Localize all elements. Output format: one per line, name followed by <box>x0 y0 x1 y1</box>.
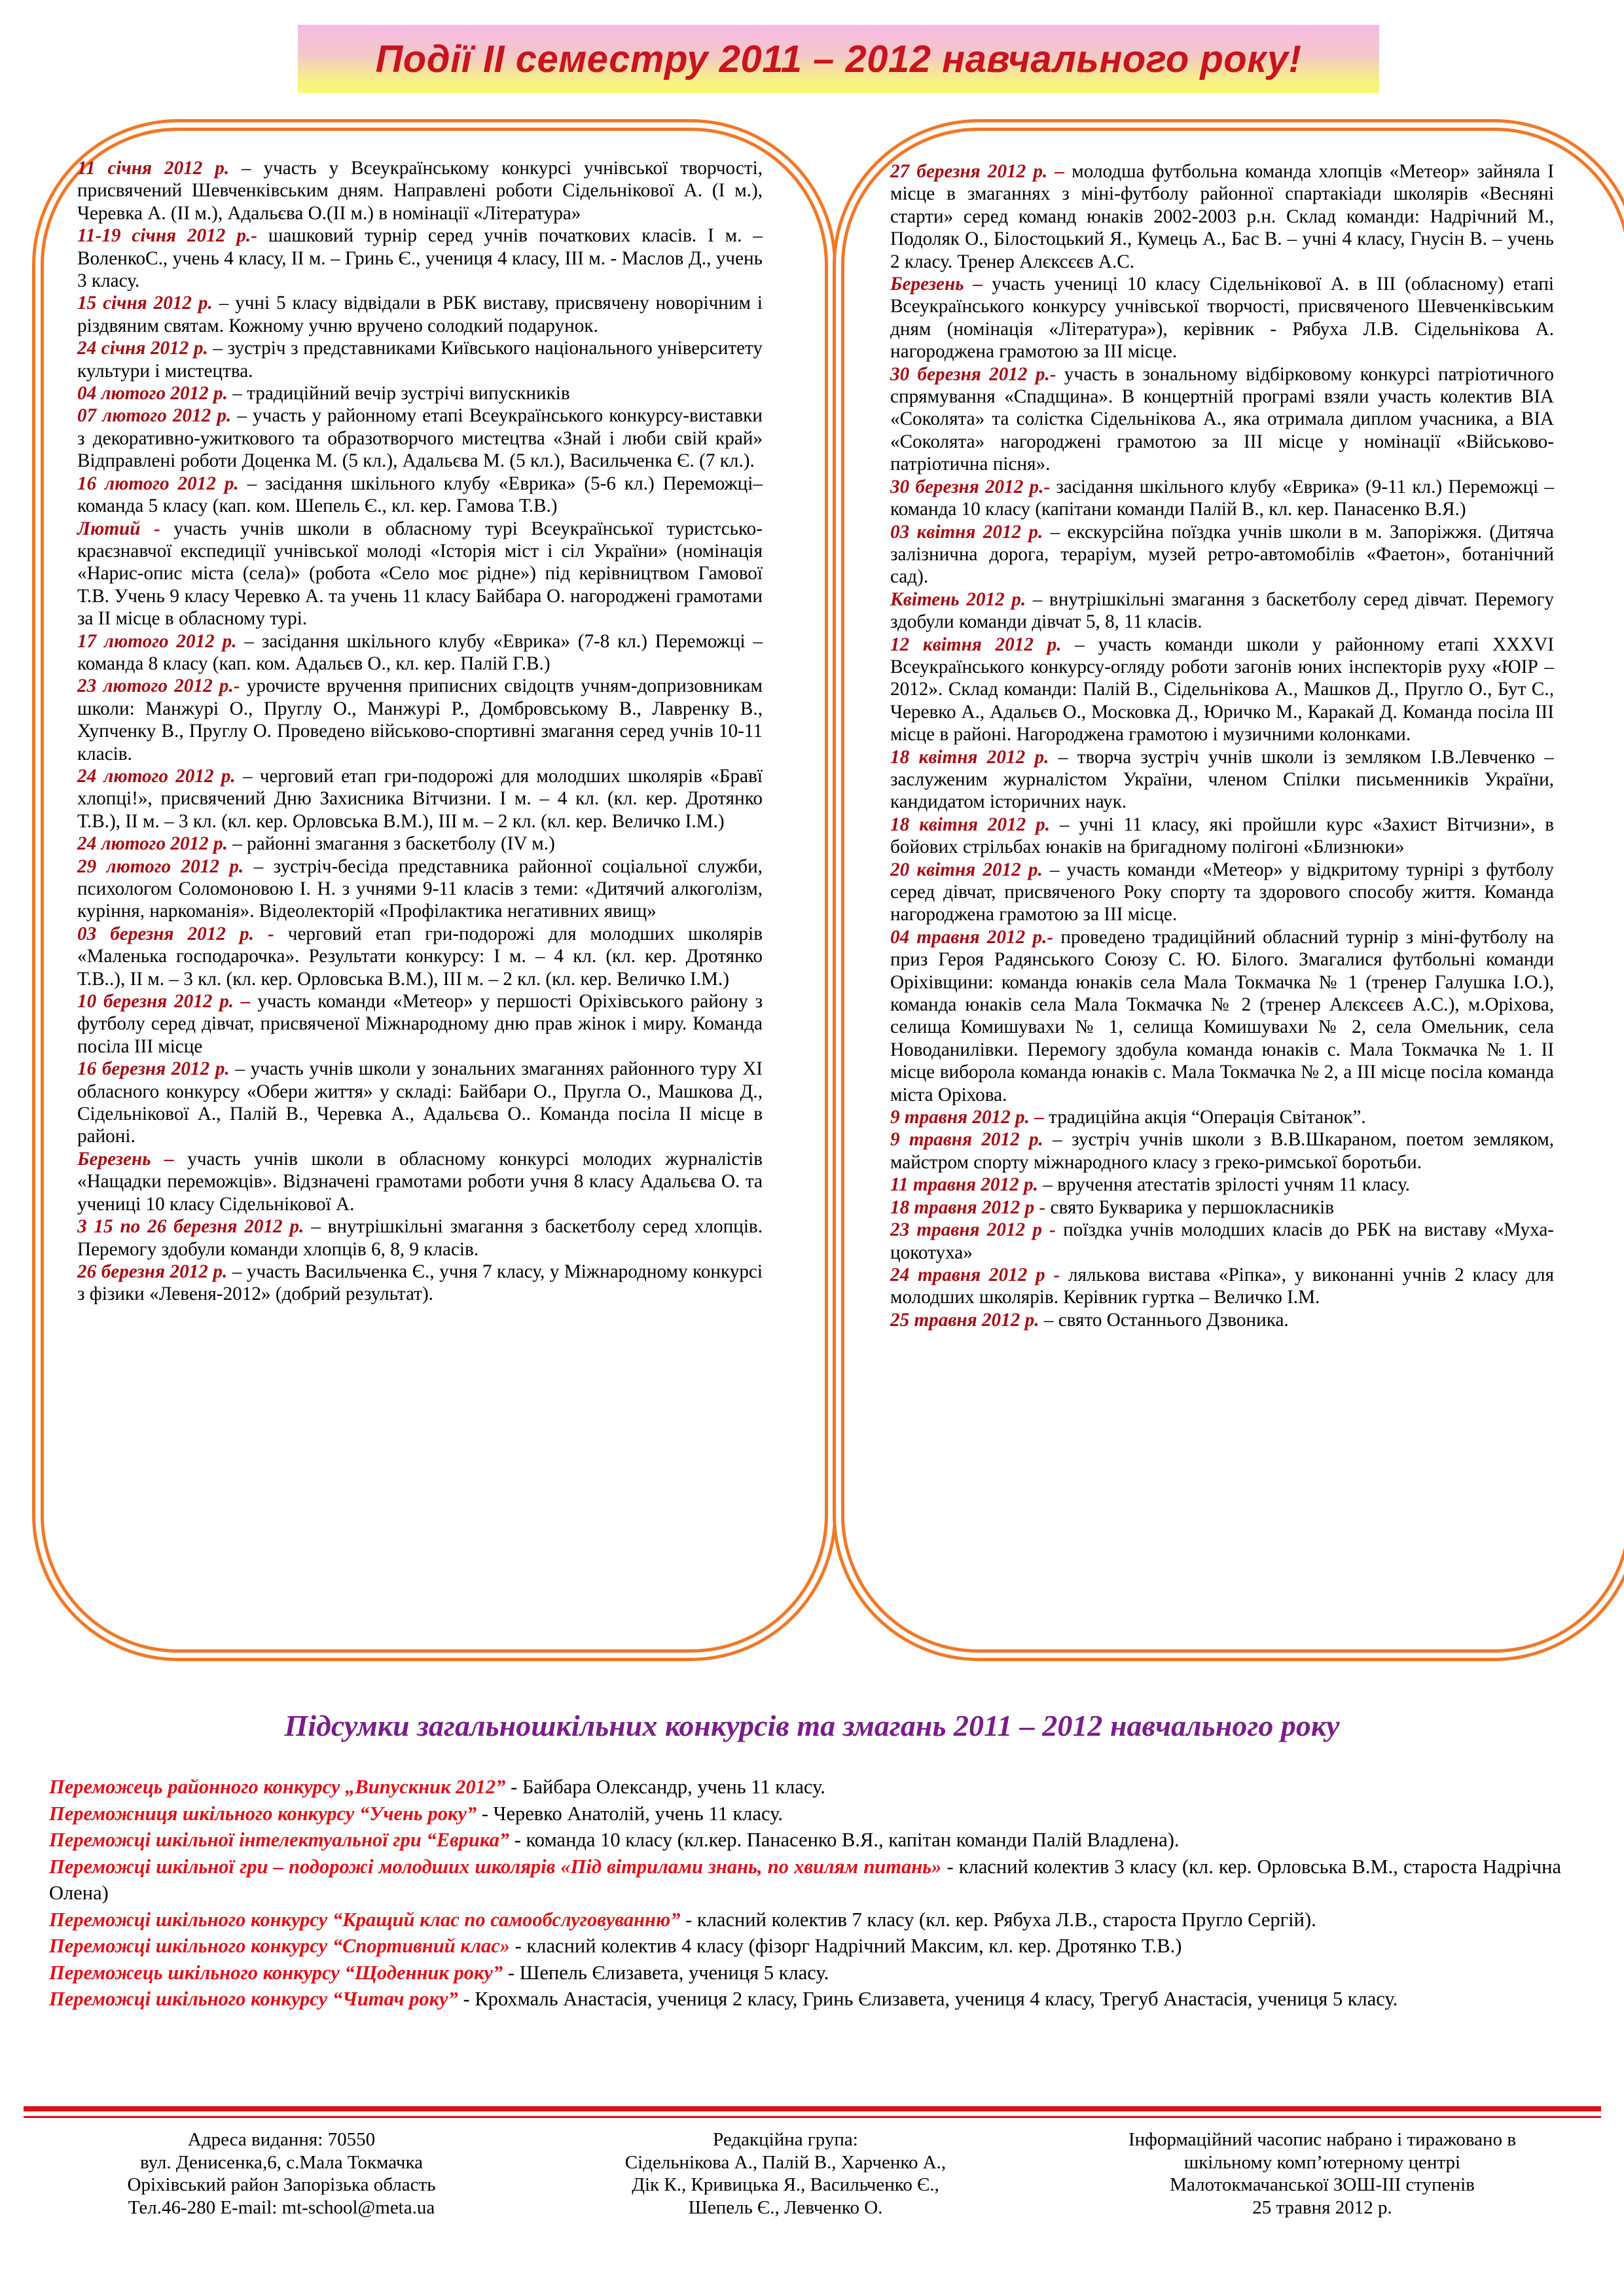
event-text: свято Букварика у першокласників <box>1045 1196 1335 1218</box>
event-entry <box>890 859 1554 926</box>
event-text: – зустріч-бесіда представника районної соціальної служби, психологом Соломоновою І. Н. з учнями 9-11 класів з теми: «Дитячий алкоголізм, куріння, наркоманія». Відеолекторій «Профілактика негативних явищ» <box>77 855 763 922</box>
footer-divider-thin <box>24 2116 1601 2118</box>
event-entry <box>77 518 763 630</box>
event-date: 16 березня 2012 р. <box>77 1058 230 1080</box>
event-date: 03 березня 2012 р. - <box>77 923 274 944</box>
event-entry <box>890 476 1554 521</box>
event-date: 10 березня 2012 р. – <box>77 991 251 1013</box>
event-text: урочисте вручення приписних свідоцтв учням-допризовникам школи: Манжурі О., Пруглу О., Манжурі Р., Домбровському В., Лавренку В., Хупченку В., Пруглу О. Проведено військово-спортивні змагання серед учнів 10-11 класів. <box>77 675 763 764</box>
event-text: – учні 11 класу, які пройшли курс «Захист Вітчизни», в бойових стрільбах юнаків на бригадному полігоні «Близнюки» <box>890 814 1554 858</box>
event-date: 24 лютого 2012 р. <box>77 765 236 787</box>
event-text: – екскурсійна поїздка учнів школи в м. Запоріжжя. (Дитяча залізнична дорога, тераріум, музей ретро-автомобілів «Фаетон», ботанічний сад). <box>890 521 1554 588</box>
event-date: 30 березня 2012 р.- <box>890 476 1051 497</box>
footer-line: Інформаційний часопис набрано і тиражовано в <box>1128 2129 1517 2150</box>
event-text: участь команди «Метеор» у першості Оріхівського району з футболу серед дівчат, присвяченої Міжнародному дню прав жінок і миру. Команда посіла ІІІ місце <box>77 991 763 1057</box>
summary-item <box>49 1774 1561 1801</box>
event-text: – традиційний вечір зустрічі випускників <box>227 383 570 404</box>
event-entry <box>77 1058 763 1148</box>
event-entry <box>77 855 763 923</box>
event-date: 07 лютого 2012 р. <box>77 405 232 427</box>
event-text: – участь команди школи у районному етапі ХХХVІ Всеукраїнського конкурсу-огляду роботи загонів юних інспекторів руху «ЮІР – 2012». Склад команди: Палій В., Сідельнікова А., Машков Д., Пруглo О., Бут С., Черевко А., Адальєв О., Московка Д., Юричко М., Каракай Д. Команда посіла ІІІ місце в районі. Нагороджена грамотою і музичними колонками. <box>890 634 1554 745</box>
event-entry <box>890 1219 1554 1264</box>
event-entry <box>890 363 1554 476</box>
summary-item-text: - команда 10 класу (кл.кер. Панасенко В.Я., капітан команди Палій Владлена). <box>509 1829 1180 1851</box>
event-text: – засідання шкільного клубу «Еврика» (7-8 кл.) Переможці – команда 8 класу (кап. ком. Адальєв О., кл. кер. Палій Г.В.) <box>77 630 763 674</box>
event-entry <box>890 926 1554 1106</box>
event-text: – засідання шкільного клубу «Еврика» (5-6 кл.) Переможці– команда 5 класу (кап. ком. Шепель Є., кл. кер. Гамова Т.В.) <box>77 473 763 517</box>
event-date: Березень – <box>77 1148 174 1170</box>
summary-list <box>49 1774 1561 2013</box>
event-entry <box>890 521 1554 588</box>
event-entry <box>77 1261 763 1306</box>
header-banner <box>298 25 1379 93</box>
event-entry <box>77 1215 763 1261</box>
event-text: – участь у районному етапі Всеукраїнського конкурсу-виставки з декоративно-ужиткового та образотворчого мистецтва «Знай і люби свій край» Відправлені роботи Доценка М. (5 кл.), Адальєва М. (5 кл.), Васильченка Є. (7 кл.). <box>77 405 763 472</box>
event-entry <box>77 990 763 1058</box>
event-date: 18 квітня 2012 р. <box>890 814 1051 835</box>
event-text: лялькова вистава «Ріпка», у виконанні учнів 2 класу для молодших школярів. Керівник гуртка – Величко І.М. <box>890 1264 1555 1308</box>
summary-item <box>49 1907 1561 1933</box>
event-date: 04 лютого 2012 р. <box>77 383 228 404</box>
event-text: традиційна акція “Операція Світанок”. <box>1043 1107 1366 1128</box>
event-text: – участь у Всеукраїнському конкурсі учнівської творчості, присвячений Шевченківським дням. Направлені роботи Сідельнікової А. (І м.), Черевка А. (ІІ м.), Адальєва О.(ІІ м.) в номінації «Література» <box>77 158 763 224</box>
footer-line: Малотокмачанської ЗОШ-ІІІ ступенів <box>1170 2174 1475 2195</box>
summary-item <box>49 1827 1561 1854</box>
summary-item-text: - класний колектив 7 класу (кл. кер. Рябуха Л.В., староста Пругло Сергій). <box>680 1908 1316 1931</box>
event-date: 12 квітня 2012 р. <box>890 634 1062 655</box>
event-entry <box>77 765 763 833</box>
event-entry <box>890 1106 1554 1128</box>
event-date: 25 травня 2012 р. <box>890 1309 1039 1331</box>
event-text: участь учениці 10 класу Сідельнікової А. в ІІІ (обласному) етапі Всеукраїнського конкурсу учнівської творчості, присвяченого Шевченківським дням (номінація «Література»), керівник - Рябуха Л.В. Сідельнікова А. нагороджена грамотою за ІІІ місце. <box>890 274 1554 363</box>
event-date: Лютий - <box>77 518 160 539</box>
summary-item-lead: Переможці шкільного конкурсу “Кращий клас по самообслуговуванню” <box>49 1908 681 1931</box>
right-events-list <box>890 160 1554 1331</box>
event-text: – творча зустріч учнів школи із земляком І.В.Левченко – заслуженим журналістом України, членом Спілки письменників України, кандидатом історичних наук. <box>890 746 1554 813</box>
event-text: участь учнів школи в обласному конкурсі молодих журналістів «Нащадки переможців». Відзначені грамотами роботи учня 8 класу Адальєва О. та учениці 10 класу Сідельнікової А. <box>77 1148 763 1215</box>
footer-info <box>1074 2128 1571 2219</box>
footer-line: шкільному комп’ютерному центрі <box>1183 2151 1461 2173</box>
event-entry <box>890 1174 1554 1196</box>
summary-item-text: - Крохмаль Анастасія, учениця 2 класу, Гринь Єлизавета, учениця 4 класу, Трегуб Анастасія, учениця 5 класу. <box>458 1988 1398 2010</box>
event-text: – внутрішкільні змагання з баскетболу серед дівчат. Перемогу здобули команди дівчат 5, 8, 11 класів. <box>890 588 1555 633</box>
event-text: – учні 5 класу відвідали в РБК виставу, присвячену новорічним і різдвяним святам. Кожному учню вручено солодкий подарунок. <box>77 293 763 336</box>
event-entry <box>890 1264 1554 1309</box>
event-text: черговий етап гри-подорожі для молодших школярів «Маленька господарочка». Результати конкурсу: І м. – 4 кл. (кл. кер. Дротянко Т.В..), ІІ м. – 3 кл. (кл. кер. Орловська В.М.), ІІІ м. – 2 кл. (кл. кер. Величко І.М.) <box>77 923 763 990</box>
event-entry <box>890 160 1554 273</box>
event-date: Квітень 2012 р. <box>890 588 1026 610</box>
footer-line: Редакційна група: <box>713 2129 858 2150</box>
event-text: поїздка учнів молодших класів до РБК на виставу «Муха-цокотуха» <box>890 1219 1554 1263</box>
event-date: 15 січня 2012 р. <box>77 293 213 314</box>
event-date: 18 квітня 2012 р. <box>890 746 1049 768</box>
event-entry <box>890 273 1554 363</box>
event-entry <box>890 1128 1554 1174</box>
footer-line: Дік К., Кривицька Я., Васильченко Є., <box>632 2174 939 2195</box>
event-entry <box>890 746 1554 814</box>
event-date: 16 лютого 2012 р. <box>77 473 239 494</box>
event-date: 03 квітня 2012 р. <box>890 521 1043 543</box>
event-date: 24 травня 2012 р - <box>890 1264 1060 1285</box>
summary-item-lead: Переможці шкільного конкурсу “Спортивний клас» <box>49 1935 511 1957</box>
summary-item-text: - Байбара Олександр, учень 11 класу. <box>505 1776 825 1798</box>
event-entry <box>77 157 763 224</box>
footer-line: Адреса видання: 70550 <box>187 2129 376 2150</box>
event-text: – зустріч з представниками Київського національного університету культури і мистецтва. <box>77 338 763 382</box>
event-date: 30 березня 2012 р.- <box>890 363 1056 385</box>
event-date: 27 березня 2012 р. – <box>890 161 1065 182</box>
event-date: 23 травня 2012 р - <box>890 1219 1056 1241</box>
event-text: – районні змагання з баскетболу (IV м.) <box>227 833 555 855</box>
event-text: – участь учнів школи у зональних змаганнях районного туру ХІ обласного конкурсу «Обери життя» у складі: Байбари О., Пругла О., Машкова Д., Сідельнікової А., Палій В., Черевка А., Адальєва О.. Команда посіла ІІ місце в районі. <box>77 1058 763 1147</box>
event-date: 29 лютого 2012 р. <box>77 855 244 877</box>
summary-item-lead: Переможці шкільної гри – подорожі молодших школярів «Під вітрилами знань, по хвилям питань» <box>49 1855 942 1878</box>
event-entry <box>890 634 1554 746</box>
event-entry <box>77 337 763 382</box>
summary-item <box>49 1801 1561 1827</box>
event-entry <box>77 833 763 855</box>
event-text: – зустріч учнів школи з В.В.Шкараном, поетом земляком, майстром спорту міжнародного класу з греко-римської боротьби. <box>890 1129 1554 1173</box>
left-events-list <box>77 157 763 1306</box>
event-entry <box>890 1309 1554 1331</box>
event-entry <box>890 1196 1554 1219</box>
event-date: 23 лютого 2012 р.- <box>77 675 240 697</box>
event-date: 11 травня 2012 р. <box>890 1174 1038 1196</box>
event-text: – участь Васильченка Є., учня 7 класу, у Міжнародному конкурсі з фізики «Левеня-2012» (добрий результат). <box>77 1261 763 1305</box>
event-date: 24 лютого 2012 р. <box>77 833 228 855</box>
event-date: 11-19 січня 2012 р.- <box>77 225 257 247</box>
event-date: 04 травня 2012 р.- <box>890 926 1054 948</box>
summary-item-lead: Переможець шкільного конкурсу “Щоденник року” <box>49 1961 503 1984</box>
summary-item-lead: Переможці шкільного конкурсу “Читач року” <box>49 1988 458 2010</box>
summary-item-lead: Переможниця шкільного конкурсу “Учень року” <box>49 1802 477 1825</box>
event-date: 11 січня 2012 р. <box>77 158 230 179</box>
event-text: участь в зональному відбірковому конкурсі патріотичного спрямування «Спадщина». В концертній програмі взяли участь колектив ВІА «Соколята» та солістка Сідельнікова А., яка отримала диплом учасника, а ВІА «Соколята» нагороджені грамотою за ІІІ місце у номінації «Військово-патріотична пісня». <box>890 363 1554 475</box>
event-entry <box>77 923 763 990</box>
summary-item-text: - Шепель Єлизавета, учениця 5 класу. <box>503 1961 829 1984</box>
footer-editorial <box>576 2128 995 2219</box>
footer-line: вул. Денисенка,6, с.Мала Токмачка <box>139 2151 424 2173</box>
event-entry <box>77 292 763 337</box>
footer-address <box>79 2128 484 2219</box>
footer-line: Сідельнікова А., Палій В., Харченко А., <box>624 2151 947 2173</box>
event-date: Березень – <box>890 274 983 295</box>
event-text: – черговий етап гри-подорожі для молодших школярів «Бравї хлопці!», присвячений Дню Захисника Вітчизни. І м. – 4 кл. (кл. кер. Дротянко Т.В.), ІІ м. – 3 кл. (кл. кер. Орловська В.М.), ІІІ м. – 2 кл. (кл. кер. Величко І.М.) <box>77 765 763 832</box>
event-text: проведено традиційний обласний турнір з міні-футболу на приз Героя Радянського Союзу С. Ю. Білого. Змагалися футбольні команди Оріхівщини: команда юнаків села Мала Токмачка № 1 (тренер Галушка І.О.), команда юнаків села Мала Токмачка № 2 (тренер Алєксєєв А.С.), м.Оріхова, селища Комишувахи № 1, селища Комишувахи № 2, села Омельник, села Новоданилівки. Перемогу здобула команда юнаків с. Мала Токмачка № 1. ІІ місце виборола команда юнаків с. Мала Токмачка № 2, а ІІІ місце посіла команда міста Оріхова. <box>890 926 1554 1105</box>
footer-line: Тел.46-280 E-mail: mt-school@meta.ua <box>128 2197 435 2218</box>
summary-item <box>49 1933 1561 1960</box>
event-date: 24 січня 2012 р. <box>77 338 208 359</box>
event-text: – вручення атестатів зрілості учням 11 класу. <box>1038 1174 1411 1196</box>
event-entry <box>77 382 763 404</box>
summary-title: Підсумки загальношкільних конкурсів та змагань 2011 – 2012 навчального року <box>284 1709 1340 1742</box>
summary-item <box>49 1854 1561 1907</box>
event-date: 9 травня 2012 р. <box>890 1129 1043 1151</box>
page-title: Події ІІ семестру 2011 – 2012 навчального року! <box>375 37 1302 81</box>
summary-item-text: - Черевко Анатолій, учень 11 класу. <box>477 1802 783 1825</box>
event-date: 18 травня 2012 р - <box>890 1196 1046 1218</box>
event-text: – внутрішкільні змагання з баскетболу серед хлопців. Перемогу здобули команди хлопців 6, 8, 9 класів. <box>77 1216 763 1260</box>
summary-item <box>49 1986 1561 2013</box>
footer-line: Шепель Є., Левченко О. <box>688 2197 883 2218</box>
event-text: – свято Останнього Дзвоника. <box>1039 1309 1289 1331</box>
summary-item <box>49 1960 1561 1986</box>
event-entry <box>77 473 763 518</box>
event-date: 3 15 по 26 березня 2012 р. <box>77 1216 304 1238</box>
summary-item-lead: Переможець районного конкурсу „Випускник 2012” <box>49 1776 506 1798</box>
event-text: засідання шкільного клубу «Еврика» (9-11 кл.) Переможці – команда 10 класу (капітани команди Палій В., кл. кер. Панасенко В.Я.) <box>890 476 1554 520</box>
event-entry <box>77 1148 763 1215</box>
event-entry <box>77 630 763 675</box>
event-date: 26 березня 2012 р. <box>77 1261 228 1282</box>
footer-line: Оріхівський район Запорізька область <box>127 2174 436 2195</box>
footer-divider-thick <box>24 2106 1601 2111</box>
event-date: 9 травня 2012 р. – <box>890 1107 1044 1128</box>
event-text: – участь команди «Метеор» у відкритому турнірі з футболу серед дівчат, присвяченого Року спорту та здорового способу життя. Команда нагороджена грамотою за ІІІ місце. <box>890 859 1554 925</box>
event-date: 20 квітня 2012 р. <box>890 859 1043 880</box>
event-entry <box>77 404 763 472</box>
event-entry <box>77 675 763 765</box>
event-text: молодша футбольна команда хлопців «Метеор» зайняла І місце в змаганнях з міні-футболу районної спартакіади школярів «Весняні старти» серед команд юнаків 2002-2003 р.н. Склад команди: Надрічний М., Подоляк О., Білостоцький Я., Кумець А., Бас В. – учні 4 класу, Гнусін В. – учень 2 класу. Тренер Алєксєєв А.С. <box>890 161 1554 272</box>
footer-line: 25 травня 2012 р. <box>1252 2197 1392 2218</box>
summary-item-lead: Переможці шкільної інтелектуальної гри “Еврика” <box>49 1829 510 1851</box>
event-entry <box>77 224 763 292</box>
event-date: 17 лютого 2012 р. <box>77 630 237 652</box>
event-text: шашковий турнір серед учнів початкових класів. І м. – ВоленкоС., учень 4 класу, ІІ м. – Гринь Є., учениця 4 класу, ІІІ м. - Маслов Д., учень 3 класу. <box>77 225 763 292</box>
event-text: участь учнів школи в обласному турі Всеукраїнської туристсько-краєзнавчої експедиції учнівської молоді «Історія міст і сіл України» (номінація «Нарис-опис міста (села)» (робота «Село моє рідне») під керівництвом Гамової Т.В. Учень 9 класу Черевко А. та учень 11 класу Байбара О. нагороджені грамотами за ІІ місце в обласному турі. <box>77 518 763 630</box>
event-entry <box>890 588 1554 634</box>
summary-item-text: - класний колектив 3 класу (кл. кер. Орловська В.М., староста Надрічна Олена) <box>49 1855 1561 1904</box>
event-entry <box>890 814 1554 859</box>
summary-item-text: - класний колектив 4 класу (фізорг Надрічний Максим, кл. кер. Дротянко Т.В.) <box>510 1935 1182 1957</box>
